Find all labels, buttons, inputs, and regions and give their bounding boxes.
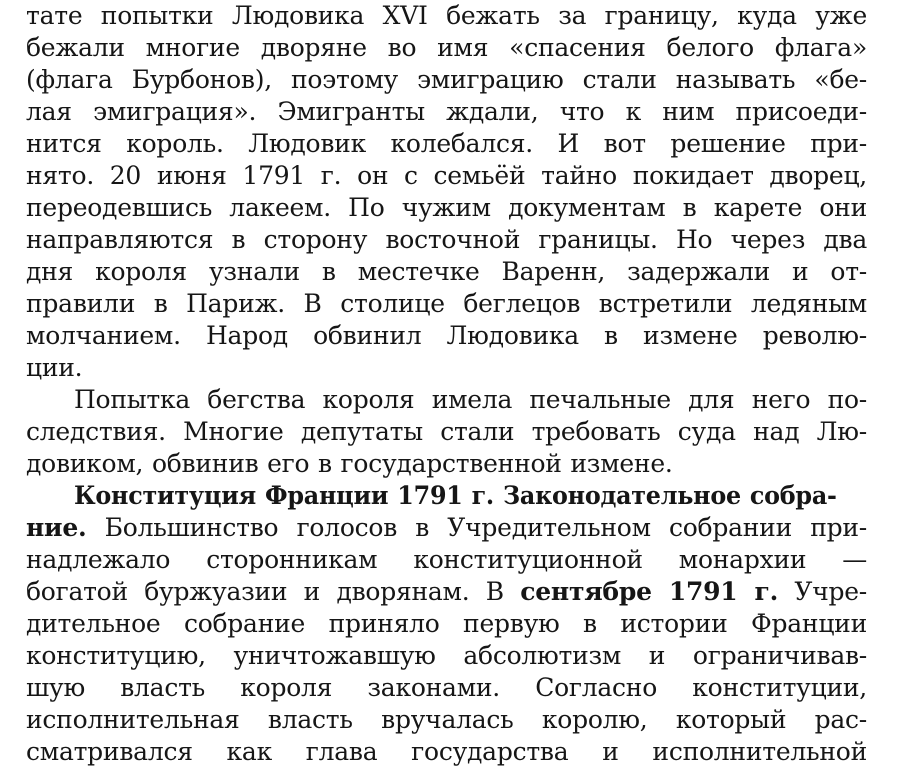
text-line: шую власть короля законами. Согласно конституции,	[26, 673, 867, 702]
section-heading-end: ние.	[26, 513, 87, 542]
text-line: ние. Большинство голосов в Учредительном собрании при-	[26, 513, 867, 542]
text-line: лая эмиграция». Эмигранты ждали, что к ним присоеди-	[26, 97, 867, 126]
text-line: богатой буржуазии и дворянам. В сентябре 1791 г. Учре-	[26, 577, 867, 606]
section-heading: Конституция Франции 1791 г. Законодательное собра-	[74, 481, 837, 510]
text-line: следствия. Многие депутаты стали требовать суда над Лю-	[26, 417, 867, 446]
text-line: нится король. Людовик колебался. И вот решение при-	[26, 129, 867, 158]
text-line: тате попытки Людовика XVI бежать за границу, куда уже	[26, 1, 867, 30]
text-line: сматривался как глава государства и исполнительной	[26, 737, 867, 766]
text-line: надлежало сторонникам конституционной монархии —	[26, 545, 867, 574]
text-line: исполнительная власть вручалась королю, который рас-	[26, 705, 867, 734]
text-line: бежали многие дворяне во имя «спасения белого флага»	[26, 33, 867, 62]
text-line: Попытка бегства короля имела печальные для него по-	[74, 385, 867, 414]
text-line: довиком, обвинив его в государственной измене.	[26, 449, 673, 478]
text-line: переодевшись лакеем. По чужим документам в карете они	[26, 193, 867, 222]
text-line: ции.	[26, 353, 83, 382]
text-line: правили в Париж. В столице беглецов встретили ледяным	[26, 289, 867, 318]
text-line: молчанием. Народ обвинил Людовика в измене револю-	[26, 321, 867, 350]
text-line: нято. 20 июня 1791 г. он с семьёй тайно покидает дворец,	[26, 161, 867, 190]
text-line: направляются в сторону восточной границы. Но через два	[26, 225, 867, 254]
text-line: конституцию, уничтожавшую абсолютизм и ограничивав-	[26, 641, 867, 670]
text-line: дня короля узнали в местечке Варенн, задержали и от-	[26, 257, 867, 286]
text-line: дительное собрание приняло первую в истории Франции	[26, 609, 867, 638]
section-heading-line	[74, 480, 837, 512]
bold-date: сентябре 1791 г.	[520, 577, 779, 606]
text-line: (флага Бурбонов), поэтому эмиграцию стали называть «бе-	[26, 65, 867, 94]
